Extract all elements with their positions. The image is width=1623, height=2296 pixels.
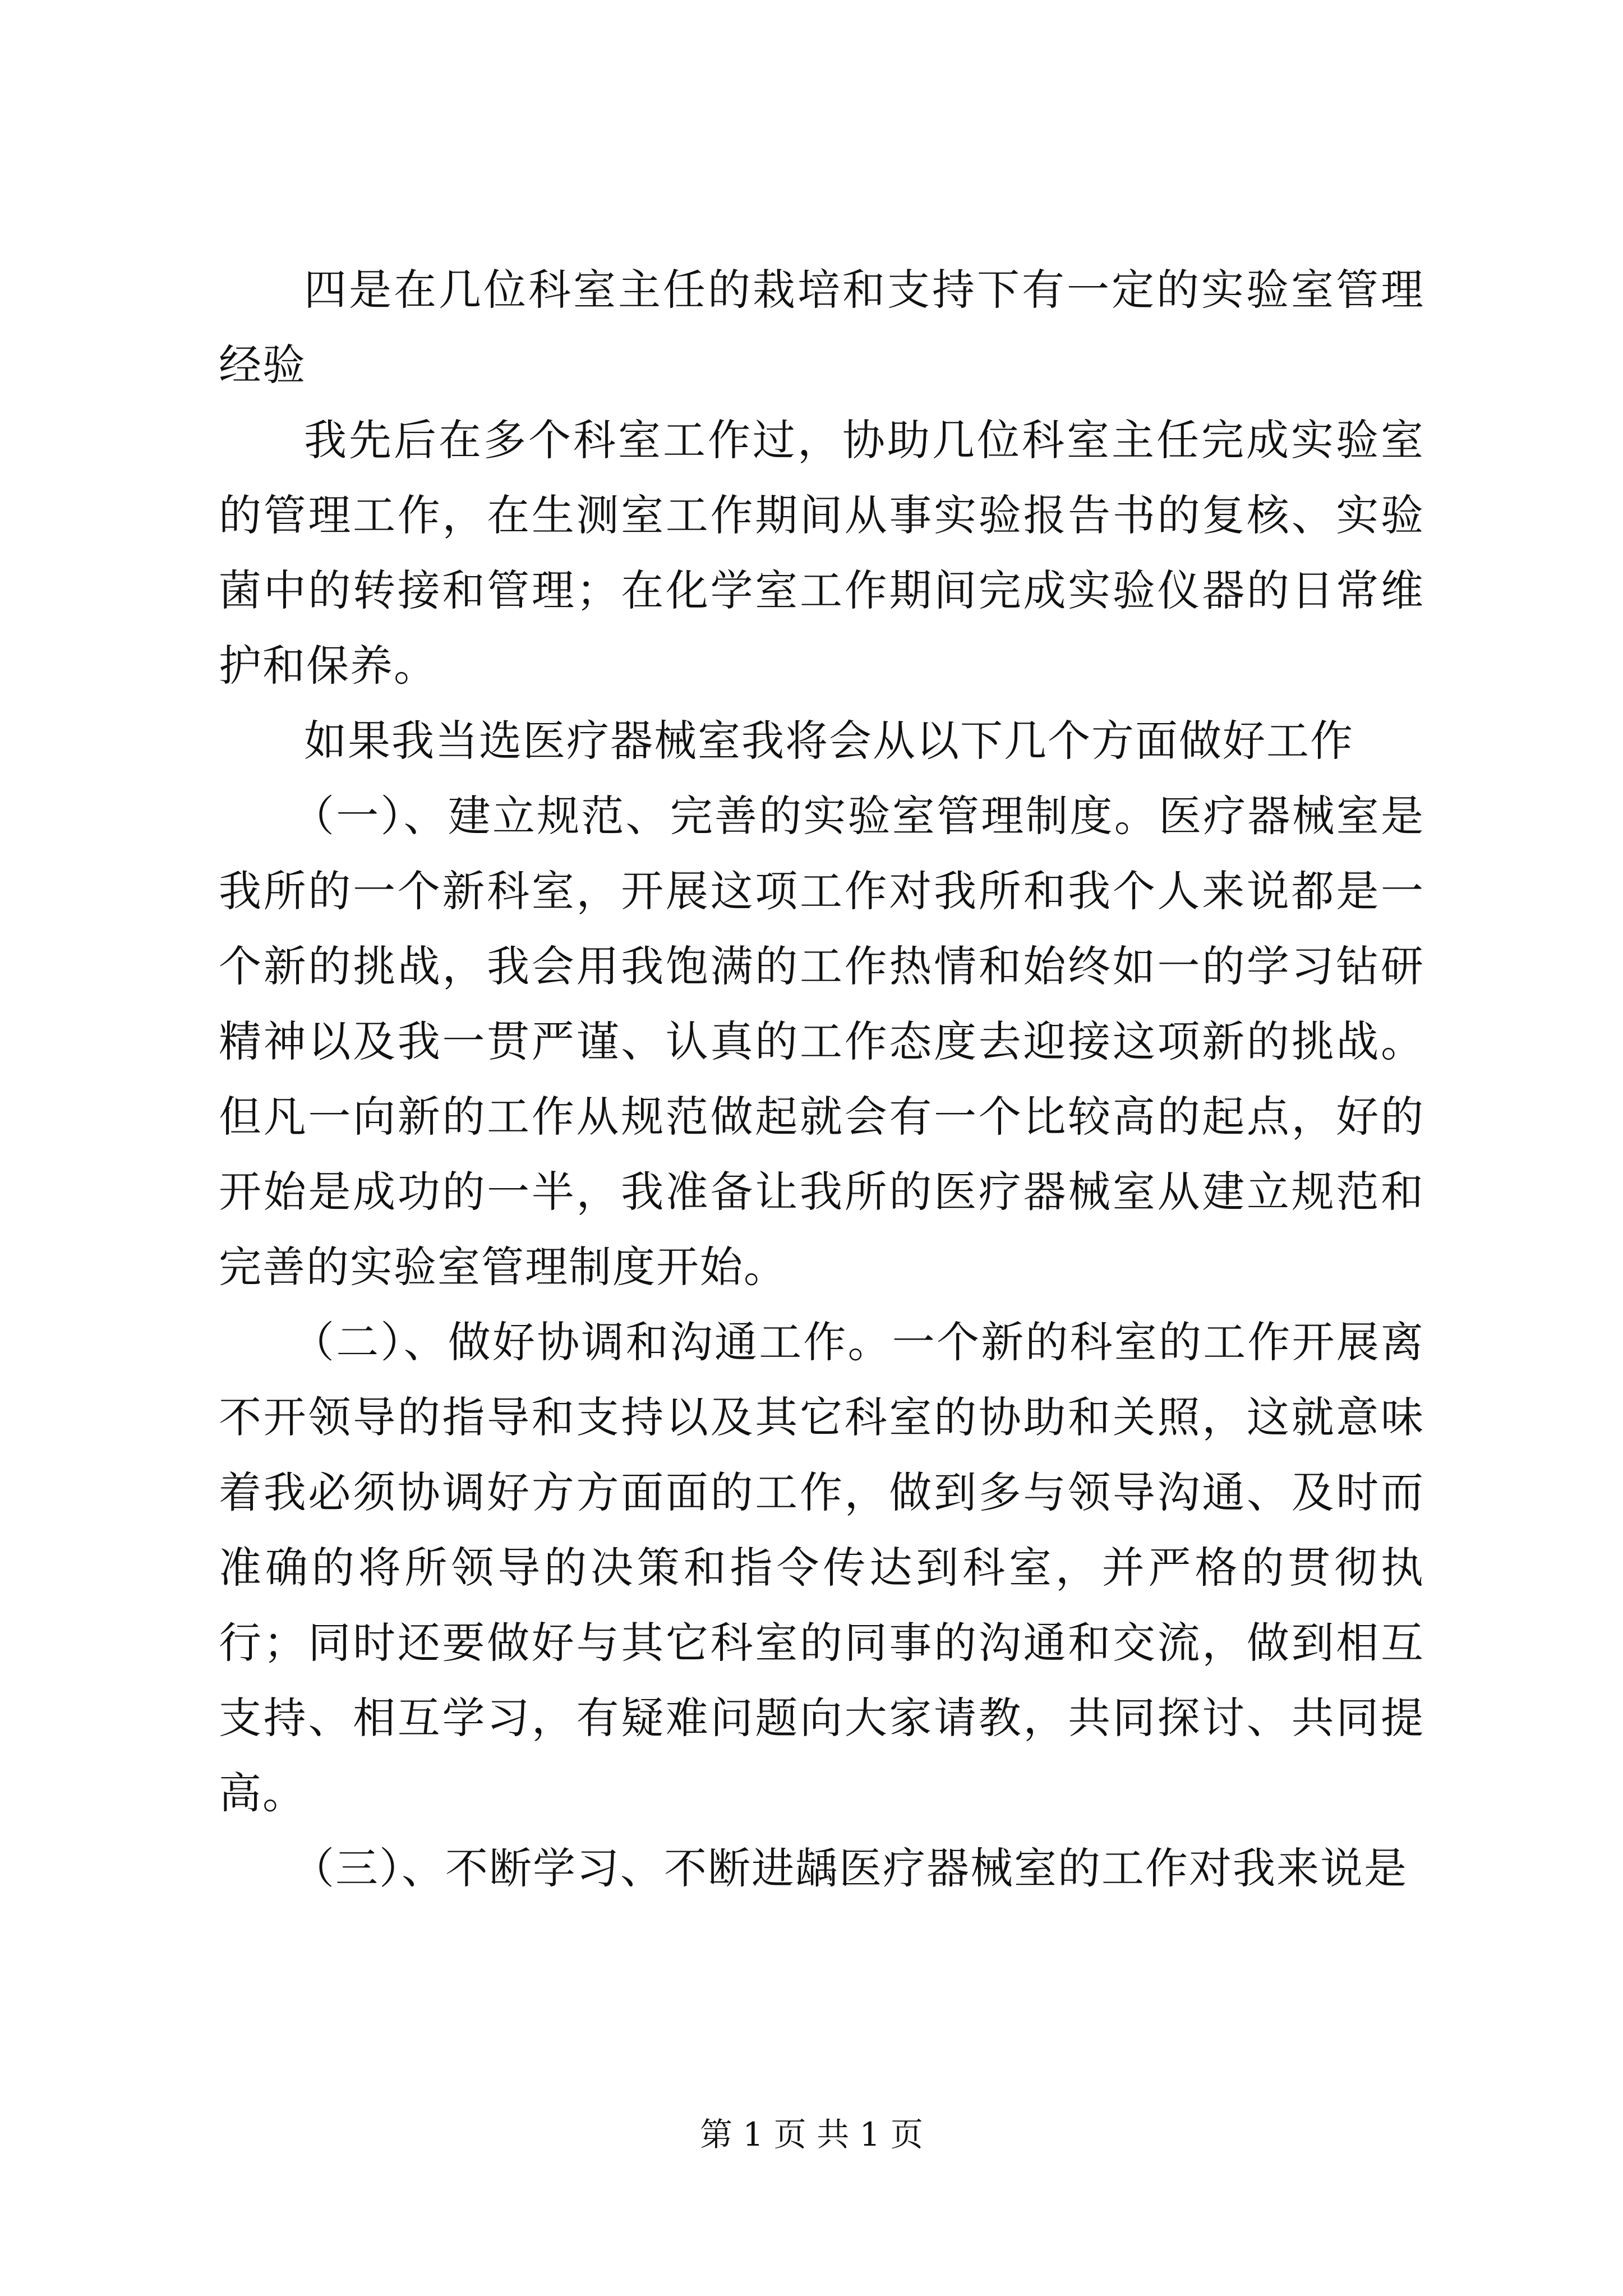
document-body xyxy=(219,252,1424,1906)
paragraph-item-three: （三）、不断学习、不断进龋医疗器械室的工作对我来说是 xyxy=(292,1843,1408,1893)
paragraph-item-two: （二）、做好协调和沟通工作。一个新的科室的工作开展离不开领导的指导和支持以及其它科室的协助和关照，这就意味着我必须协调好方方面面的工作，做到多与领导沟通、及时而准确的将所领导的决策和指令传达到科室，并严格的贯彻执行；同时还要做好与其它科室的同事的沟通和交流，做到相互支持、相互学习，有疑难问题向大家请教，共同探讨、共同提高。 xyxy=(219,1317,1424,1818)
paragraph-work-history: 我先后在多个科室工作过，协助几位科室主任完成实验室的管理工作，在生测室工作期间从事实验报告书的复核、实验菌中的转接和管理；在化学室工作期间完成实验仪器的日常维护和保养。 xyxy=(219,415,1424,691)
paragraph-item-one: （一）、建立规范、完善的实验室管理制度。医疗器械室是我所的一个新科室，开展这项工作对我所和我个人来说都是一个新的挑战，我会用我饱满的工作热情和始终如一的学习钻研精神以及我一贯严谨、认真的工作态度去迎接这项新的挑战。但凡一向新的工作从规范做起就会有一个比较高的起点，好的开始是成功的一半，我准备让我所的医疗器械室从建立规范和完善的实验室管理制度开始。 xyxy=(219,791,1424,1292)
paragraph-plan-intro: 如果我当选医疗器械室我将会从以下几个方面做好工作 xyxy=(304,716,1354,766)
paragraph-management-experience-heading: 四是在几位科室主任的栽培和支持下有一定的实验室管理经验 xyxy=(219,265,1424,390)
page-footer: 第 1 页 共 1 页 xyxy=(700,2115,923,2154)
